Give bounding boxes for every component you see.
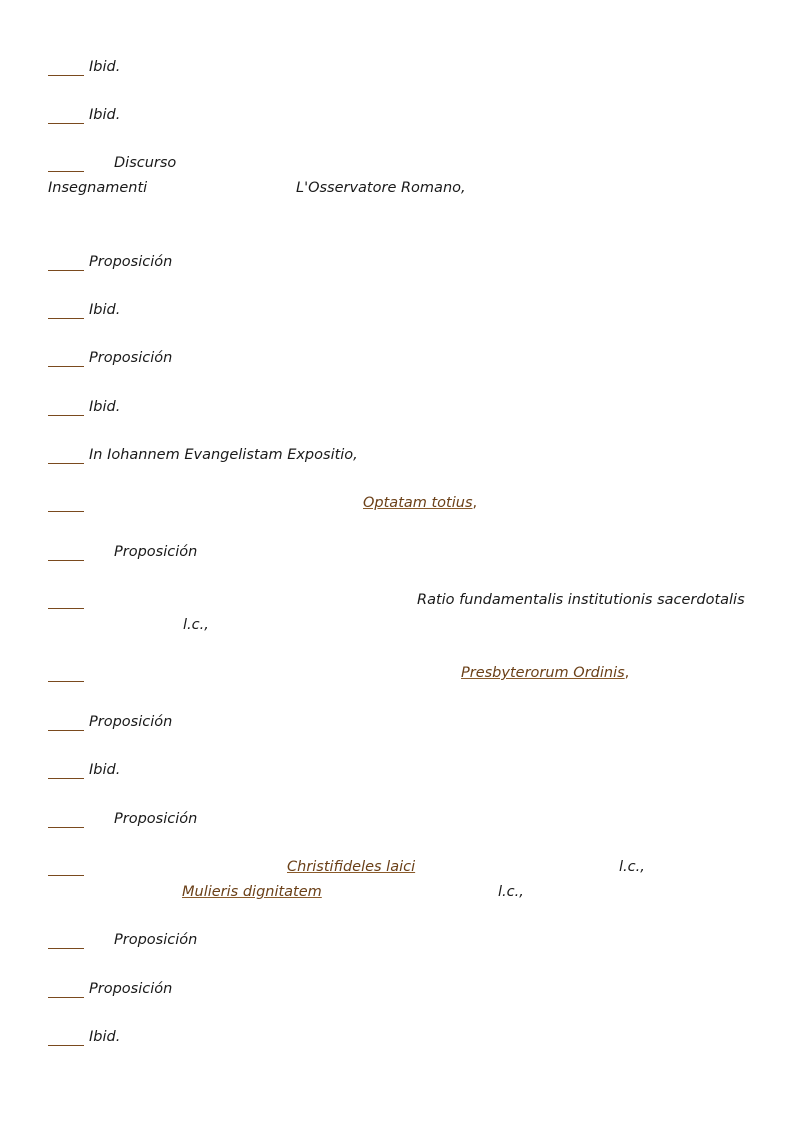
footnote-text: [363, 495, 477, 511]
footnote-text: Ibid.: [89, 302, 121, 318]
footnote-rule: [48, 948, 84, 949]
footnote-rule: [48, 511, 84, 512]
footnote-rule: [48, 827, 84, 828]
footnote-text: Ibid.: [89, 1029, 121, 1045]
footnote-rule: [48, 608, 84, 609]
document-link-mulieris-dignitatem[interactable]: Mulieris dignitatem: [182, 884, 322, 900]
footnote-text: Ibid.: [89, 762, 121, 778]
footnote-rule: [48, 681, 84, 682]
footnote-rule: [48, 997, 84, 998]
document-link-presbyterorum-ordinis[interactable]: Presbyterorum Ordinis: [461, 665, 625, 681]
footnote-rule: [48, 318, 84, 319]
footnote-text: l.c.,: [619, 859, 645, 875]
footnote-text: Ibid.: [89, 399, 121, 415]
footnote-rule: [48, 366, 84, 367]
footnote-rule: [48, 1045, 84, 1046]
footnote-text: Proposición: [89, 981, 173, 997]
footnote-rule: [48, 270, 84, 271]
document-link-christifideles-laici[interactable]: Christifideles laici: [287, 859, 416, 875]
footnote-rule: [48, 560, 84, 561]
footnote-rule: [48, 415, 84, 416]
footnote-text: l.c.,: [498, 884, 524, 900]
footnote-rule: [48, 875, 84, 876]
footnote-rule: [48, 75, 84, 76]
footnote-text: Discurso: [114, 155, 177, 171]
footnote-rule: [48, 171, 84, 172]
footnote-text: Ratio fundamentalis institutionis sacerdotalis: [417, 592, 745, 608]
footnote-text: Proposición: [114, 811, 198, 827]
footnote-text: [461, 665, 629, 681]
footnote-text: L'Osservatore Romano,: [296, 180, 466, 196]
footnote-text: Proposición: [114, 544, 198, 560]
footnote-text: Proposición: [89, 714, 173, 730]
footnote-text: Proposición: [89, 254, 173, 270]
footnote-text: In Iohannem Evangelistam Expositio,: [89, 447, 358, 463]
footnote-rule: [48, 463, 84, 464]
footnote-punctuation: ,: [472, 495, 478, 511]
footnote-text: Proposición: [89, 350, 173, 366]
footnote-rule: [48, 730, 84, 731]
footnote-punctuation: ,: [624, 665, 630, 681]
footnote-text: l.c.,: [183, 617, 209, 633]
footnote-rule: [48, 778, 84, 779]
footnote-text: Insegnamenti: [48, 180, 148, 196]
footnote-text: Ibid.: [89, 59, 121, 75]
document-link-optatam-totius[interactable]: Optatam totius: [363, 495, 473, 511]
footnote-rule: [48, 123, 84, 124]
footnote-text: Proposición: [114, 932, 198, 948]
footnote-text: Ibid.: [89, 107, 121, 123]
